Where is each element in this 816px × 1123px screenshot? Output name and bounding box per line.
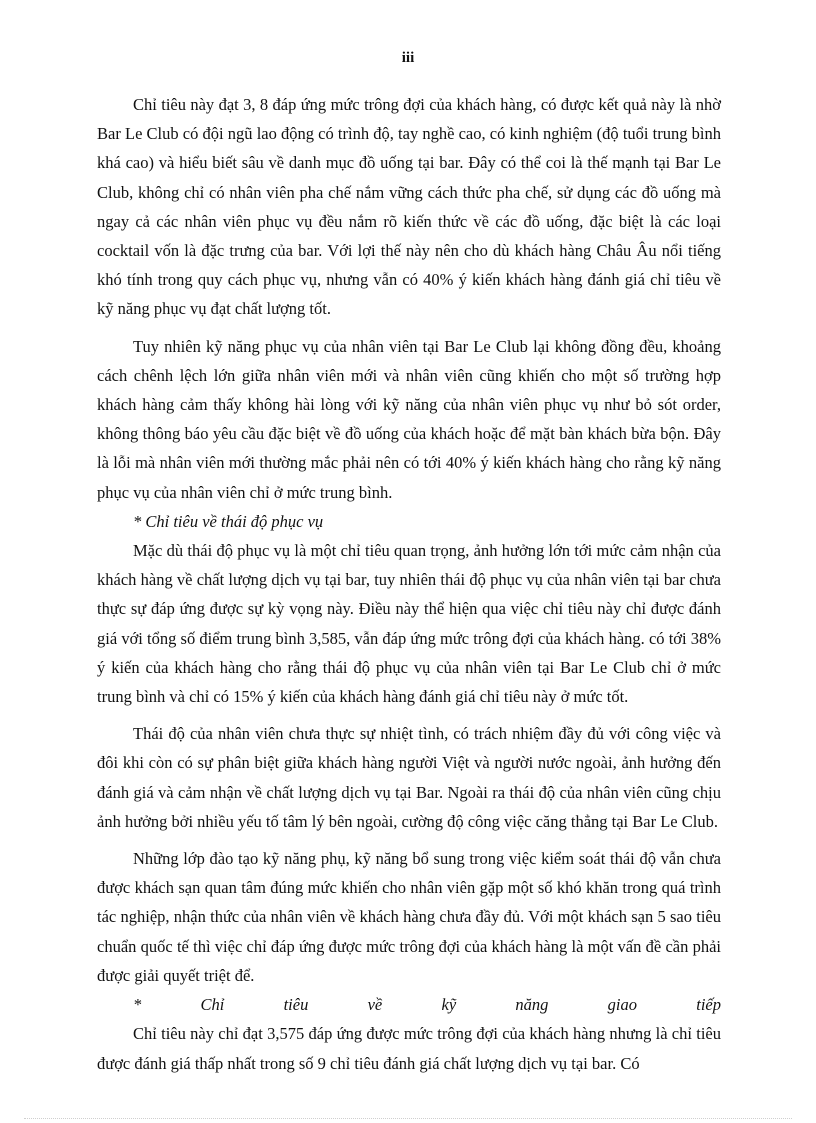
- paragraph-attitude-score: Mặc dù thái độ phục vụ là một chỉ tiêu quan trọng, ảnh hưởng lớn tới mức cảm nhận của khách hàng về chất lượng dịch vụ tại bar, tuy nhiên thái độ phục vụ của nhân viên tại bar chưa thực sự đáp ứng được sự kỳ vọng này. Điều này thể hiện qua việc chỉ tiêu này chỉ được đánh giá với tổng số điểm trung bình 3,585, vẫn đáp ứng mức trông đợi của khách hàng. có tới 38% ý kiến của khách hàng cho rằng thái độ phục vụ của nhân viên tại Bar Le Club chỉ ở mức trung bình và chỉ có 15% ý kiến của khách hàng đánh giá chỉ tiêu này ở mức tốt.: [97, 541, 721, 707]
- heading-word: kỹ: [441, 995, 457, 1015]
- document-body: [97, 90, 721, 1086]
- heading-word: Chỉ: [200, 995, 225, 1015]
- heading-word: giao: [607, 995, 637, 1015]
- heading-communication: [97, 990, 721, 1019]
- paragraph-attitude-issues: Thái độ của nhân viên chưa thực sự nhiệt tình, có trách nhiệm đầy đủ với công việc và đôi khi còn có sự phân biệt giữa khách hàng người Việt và người nước ngoài, ảnh hưởng đến đánh giá và cảm nhận về chất lượng dịch vụ tại Bar. Ngoài ra thái độ của nhân viên cũng chịu ảnh hưởng bởi nhiều yếu tố tâm lý bên ngoài, cường độ công việc căng thẳng tại Bar Le Club.: [97, 724, 721, 831]
- page-number: iii: [401, 50, 415, 66]
- heading-word: về: [367, 995, 383, 1015]
- heading-attitude: * Chỉ tiêu về thái độ phục vụ: [133, 511, 324, 531]
- paragraph-communication: Chỉ tiêu này chỉ đạt 3,575 đáp ứng được mức trông đợi của khách hàng nhưng là chỉ tiêu được đánh giá thấp nhất trong số 9 chỉ tiêu đánh giá chất lượng dịch vụ tại bar. Có: [97, 1024, 721, 1073]
- heading-word: *: [133, 995, 142, 1015]
- heading-word: tiếp: [696, 995, 721, 1015]
- paragraph-skill-strength: Chỉ tiêu này đạt 3, 8 đáp ứng mức trông đợi của khách hàng, có được kết quả này là nhờ Bar Le Club có đội ngũ lao động có trình độ, tay nghề cao, có kinh nghiệm (độ tuổi trung bình khá cao) và hiểu biết sâu về danh mục đồ uống tại bar. Đây có thể coi là thế mạnh tại Bar Le Club, không chỉ có nhân viên pha chế nắm vững cách thức pha chế, sử dụng các đồ uống mà ngay cả các nhân viên phục vụ đều nắm rõ kiến thức về các đồ uống, đặc biệt là các loại cocktail vốn là đặc trưng của bar. Với lợi thế này nên cho dù khách hàng Châu Âu nổi tiếng khó tính trong quy cách phục vụ, nhưng vẫn có 40% ý kiến khách hàng đánh giá chỉ tiêu về kỹ năng phục vụ đạt chất lượng tốt.: [97, 95, 721, 319]
- paragraph-skill-weakness: Tuy nhiên kỹ năng phục vụ của nhân viên tại Bar Le Club lại không đồng đều, khoảng cách chênh lệch lớn giữa nhân viên mới và nhân viên cũng khiến cho một số trường hợp khách hàng cảm thấy không hài lòng với kỹ năng của nhân viên phục vụ như bỏ sót order, không thông báo yêu cầu đặc biệt về đồ uống của khách hoặc để mặt bàn khách bừa bộn. Đây là lỗi mà nhân viên mới thường mắc phải nên có tới 40% ý kiến khách hàng cho rằng kỹ năng phục vụ của nhân viên chỉ ở mức trung bình.: [97, 336, 721, 502]
- paragraph-training: Những lớp đào tạo kỹ năng phụ, kỹ năng bổ sung trong việc kiểm soát thái độ vẫn chưa được khách sạn quan tâm đúng mức khiến cho nhân viên gặp một số khó khăn trong quá trình tác nghiệp, nhận thức của nhân viên về khách hàng chưa đầy đủ. Với một khách sạn 5 sao tiêu chuẩn quốc tế thì việc chỉ đáp ứng được mức trông đợi của khách hàng là một vấn đề cần phải được giải quyết triệt để.: [97, 849, 721, 985]
- heading-word: năng: [515, 995, 549, 1015]
- heading-word: tiêu: [283, 995, 309, 1015]
- page-bottom-divider: [24, 1118, 792, 1119]
